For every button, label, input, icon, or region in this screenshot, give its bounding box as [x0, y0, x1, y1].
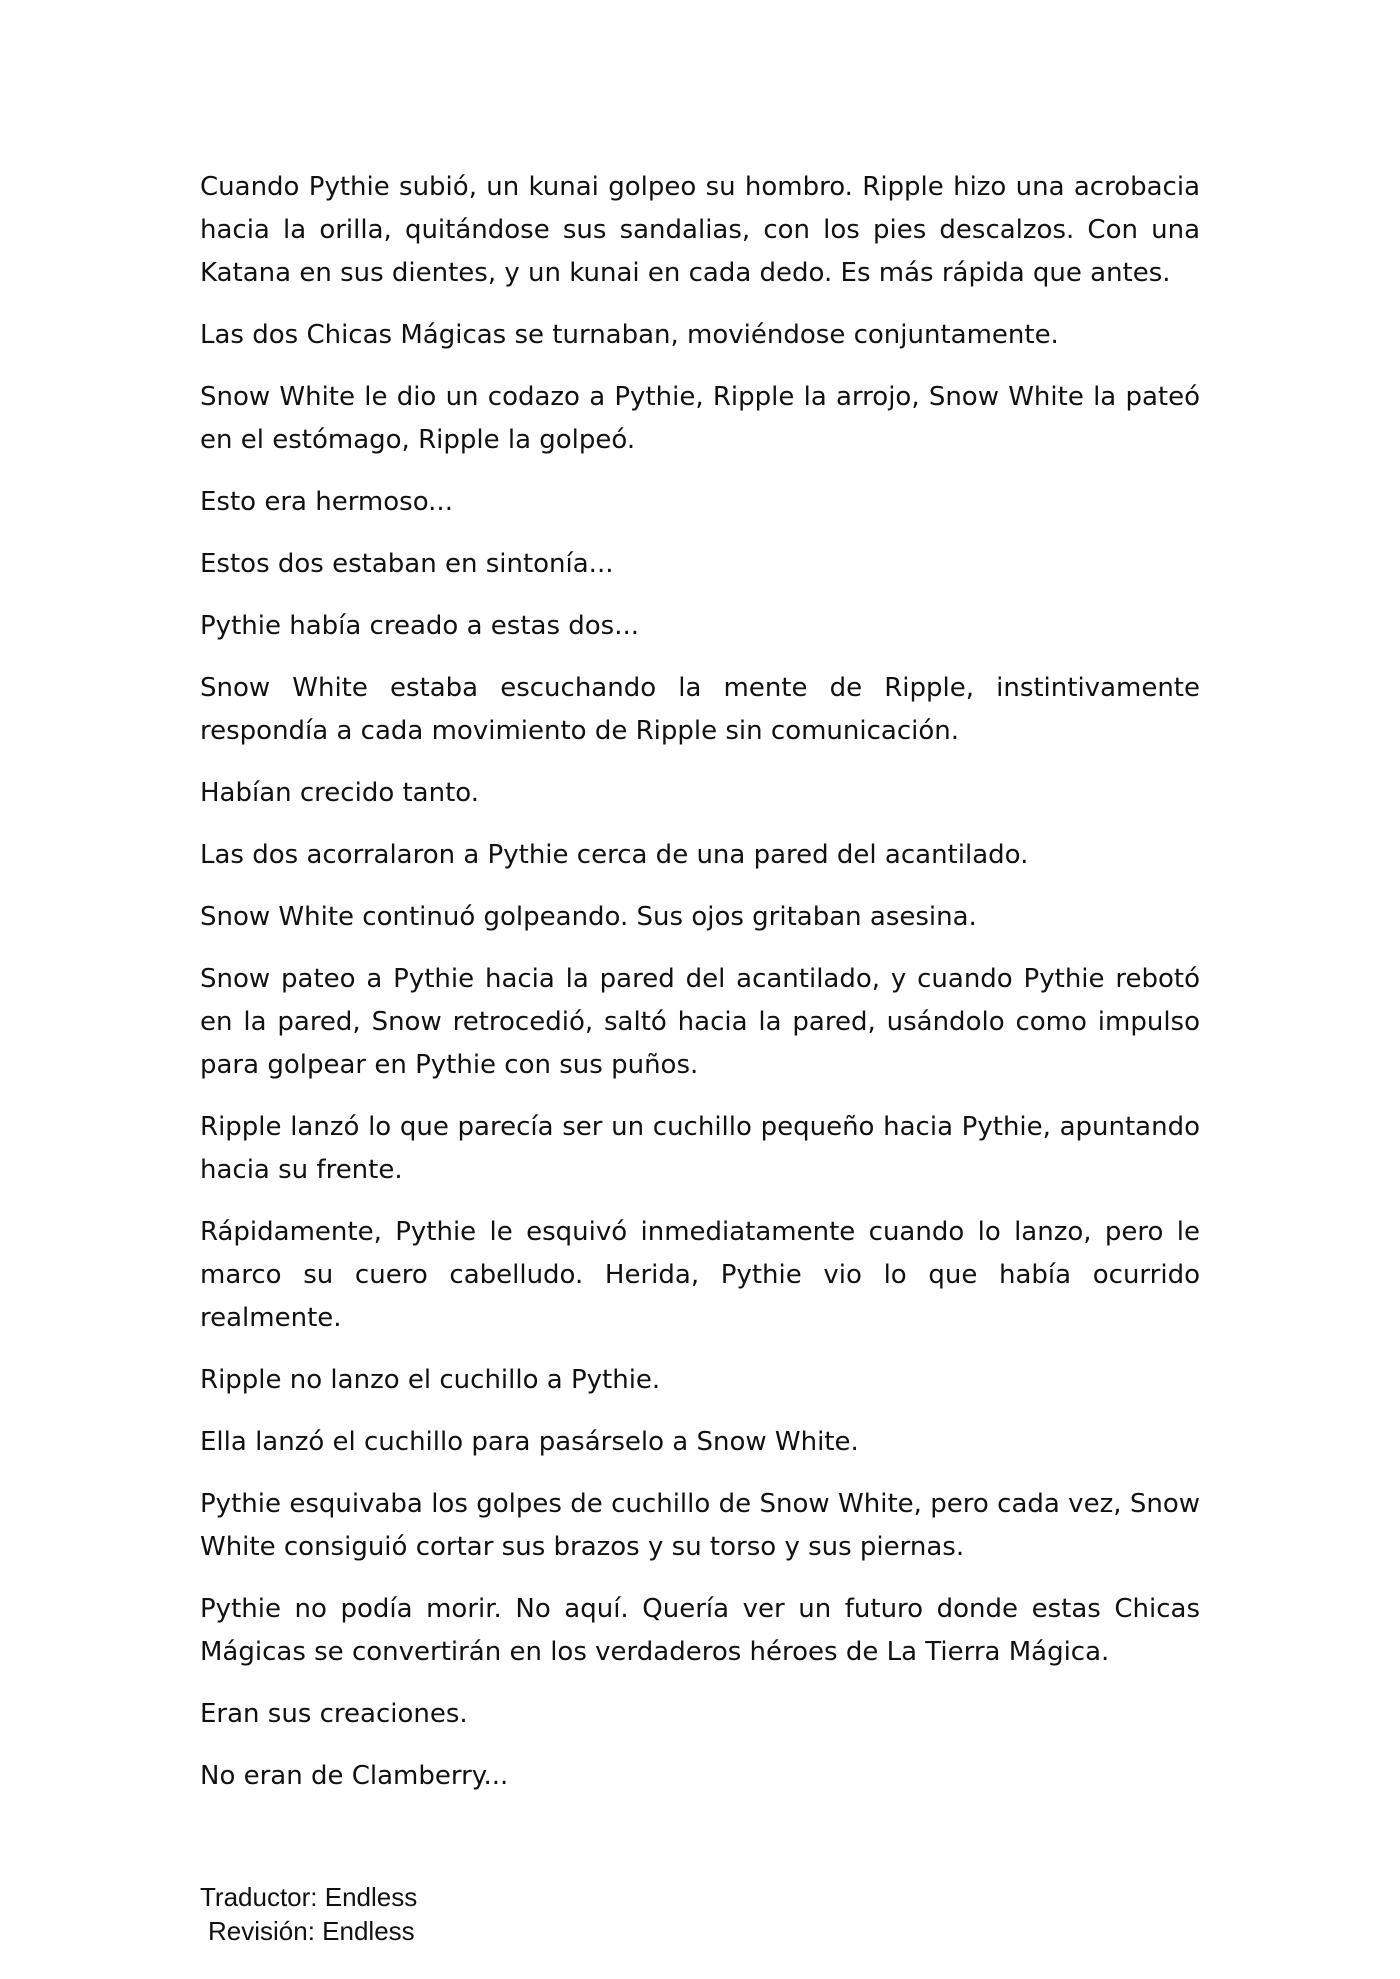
- paragraph: Snow pateo a Pythie hacia la pared del acantilado, y cuando Pythie rebotó en la pared, Snow retrocedió, saltó hacia la pared, usándolo como impulso para golpear en Pythie con sus puños.: [200, 964, 1200, 1080]
- paragraph: Las dos acorralaron a Pythie cerca de una pared del acantilado.: [200, 840, 1029, 870]
- paragraph: Rápidamente, Pythie le esquivó inmediatamente cuando lo lanzo, pero le marco su cuero cabelludo. Herida, Pythie vio lo que había ocurrido realmente.: [200, 1217, 1200, 1333]
- paragraph: Estos dos estaban en sintonía...: [200, 549, 614, 579]
- credits: [200, 1880, 417, 1948]
- paragraph: Ella lanzó el cuchillo para pasárselo a Snow White.: [200, 1427, 859, 1457]
- paragraph: Snow White continuó golpeando. Sus ojos gritaban asesina.: [200, 902, 977, 932]
- paragraph: Las dos Chicas Mágicas se turnaban, moviéndose conjuntamente.: [200, 320, 1059, 350]
- paragraph: Cuando Pythie subió, un kunai golpeo su hombro. Ripple hizo una acrobacia hacia la orilla, quitándose sus sandalias, con los pies descalzos. Con una Katana en sus dientes, y un kunai en cada dedo. Es más rápida que antes.: [200, 172, 1200, 288]
- paragraph: Ripple no lanzo el cuchillo a Pythie.: [200, 1365, 661, 1395]
- paragraph: Snow White le dio un codazo a Pythie, Ripple la arrojo, Snow White la pateó en el estómago, Ripple la golpeó.: [200, 382, 1200, 455]
- paragraph: Pythie esquivaba los golpes de cuchillo de Snow White, pero cada vez, Snow White consiguió cortar sus brazos y su torso y sus piernas.: [200, 1489, 1200, 1562]
- translator-credit: Traductor: Endless: [200, 1882, 418, 1912]
- document-body: [200, 166, 1200, 1817]
- paragraph: Snow White estaba escuchando la mente de Ripple, instintivamente respondía a cada movimiento de Ripple sin comunicación.: [200, 673, 1200, 746]
- paragraph: Pythie no podía morir. No aquí. Quería ver un futuro donde estas Chicas Mágicas se convertirán en los verdaderos héroes de La Tierra Mágica.: [200, 1594, 1200, 1667]
- paragraph: Esto era hermoso...: [200, 487, 453, 517]
- paragraph: Eran sus creaciones.: [200, 1699, 468, 1729]
- paragraph: Habían crecido tanto.: [200, 778, 480, 808]
- paragraph: Ripple lanzó lo que parecía ser un cuchillo pequeño hacia Pythie, apuntando hacia su frente.: [200, 1112, 1200, 1185]
- revision-credit: Revisión: Endless: [208, 1916, 415, 1946]
- paragraph: Pythie había creado a estas dos...: [200, 611, 640, 641]
- paragraph: No eran de Clamberry...: [200, 1761, 509, 1791]
